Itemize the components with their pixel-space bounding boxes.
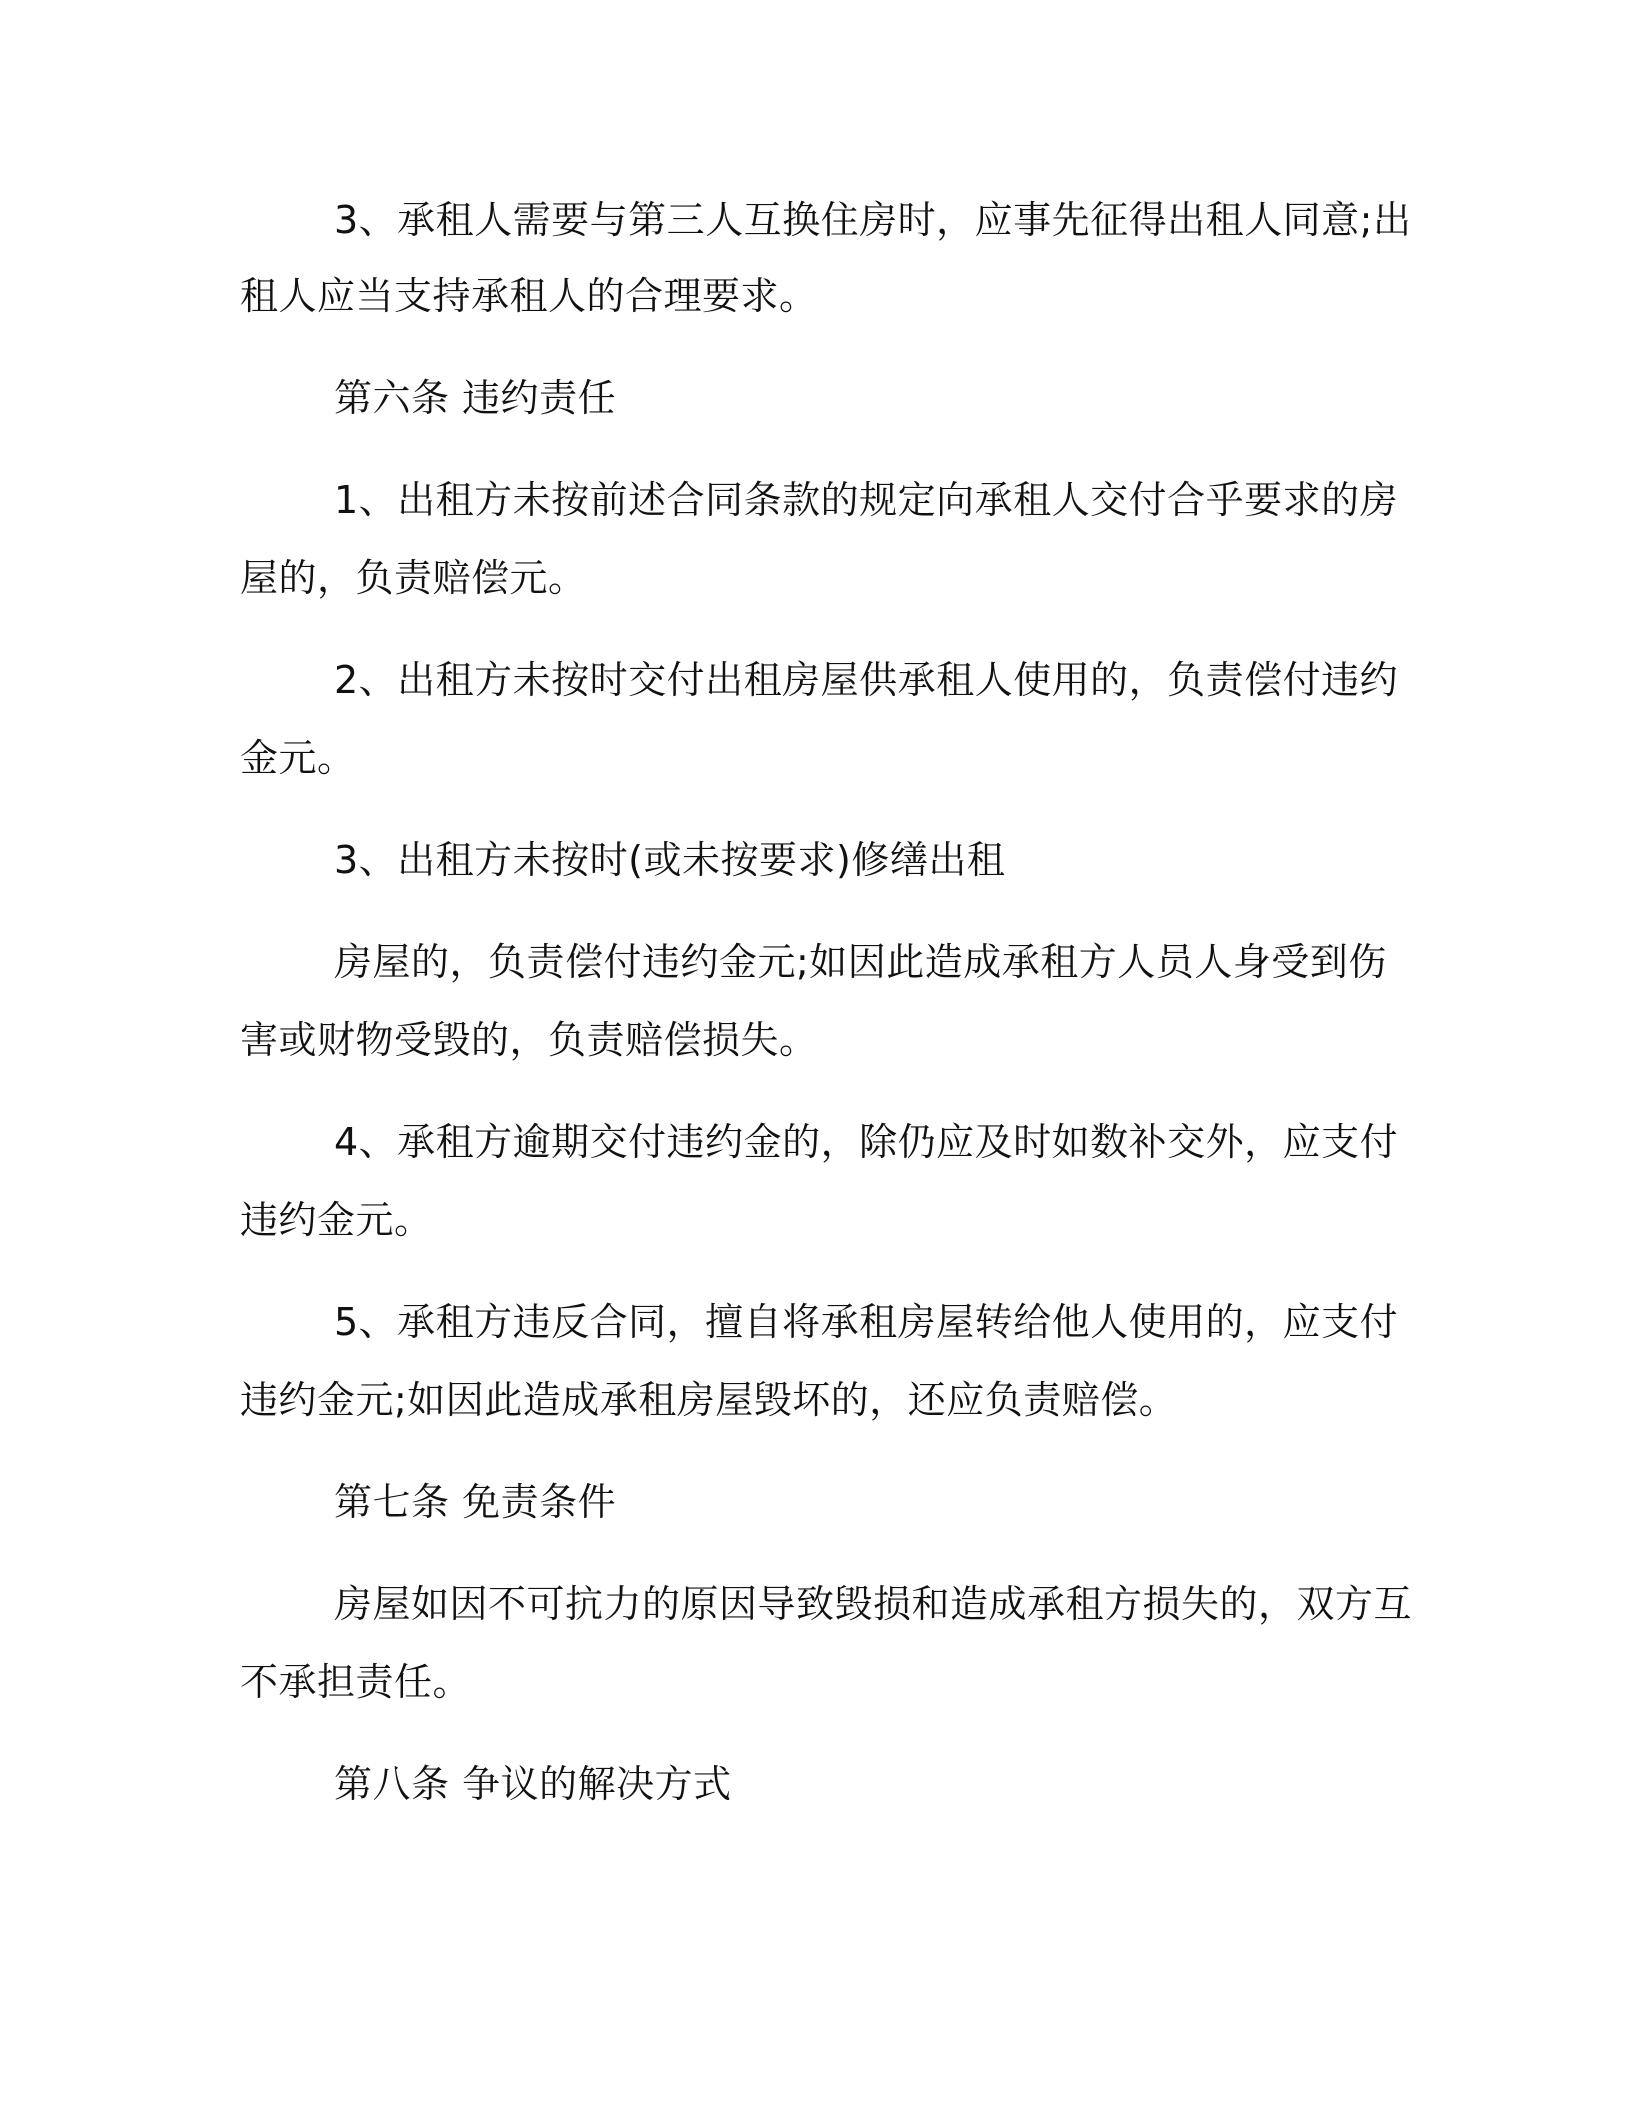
- article-7-heading: 第七条 免责条件: [334, 1480, 617, 1524]
- article-6-item-4-line-1: 4、承租方逾期交付违约金的，除仍应及时如数补交外，应支付: [334, 1120, 1399, 1164]
- clause-5-item-3-line-2: 租人应当支持承租人的合理要求。: [240, 274, 818, 318]
- article-6-item-5-line-1: 5、承租方违反合同，擅自将承租房屋转给他人使用的，应支付: [334, 1300, 1399, 1344]
- article-6-item-1-line-1: 1、出租方未按前述合同条款的规定向承租人交付合乎要求的房: [334, 478, 1399, 522]
- article-7-body-line-2: 不承担责任。: [240, 1660, 472, 1704]
- article-6-heading: 第六条 违约责任: [334, 376, 617, 420]
- article-6-item-3-line-2: 房屋的，负责偿付违约金元;如因此造成承租方人员人身受到伤: [334, 940, 1387, 984]
- article-6-item-2-line-2: 金元。: [240, 736, 356, 780]
- article-6-item-3-line-1: 3、出租方未按时(或未按要求)修缮出租: [334, 838, 1006, 882]
- article-6-item-3-line-3: 害或财物受毁的，负责赔偿损失。: [240, 1018, 818, 1062]
- article-6-item-5-line-2: 违约金元;如因此造成承租房屋毁坏的，还应负责赔偿。: [240, 1378, 1178, 1422]
- article-7-body-line-1: 房屋如因不可抗力的原因导致毁损和造成承租方损失的，双方互: [334, 1582, 1413, 1626]
- clause-5-item-3-line-1: 3、承租人需要与第三人互换住房时，应事先征得出租人同意;出: [334, 198, 1412, 242]
- article-6-item-1-line-2: 屋的，负责赔偿元。: [240, 556, 587, 600]
- article-6-item-4-line-2: 违约金元。: [240, 1198, 433, 1242]
- article-6-item-2-line-1: 2、出租方未按时交付出租房屋供承租人使用的，负责偿付违约: [334, 658, 1399, 702]
- article-8-heading: 第八条 争议的解决方式: [334, 1762, 732, 1806]
